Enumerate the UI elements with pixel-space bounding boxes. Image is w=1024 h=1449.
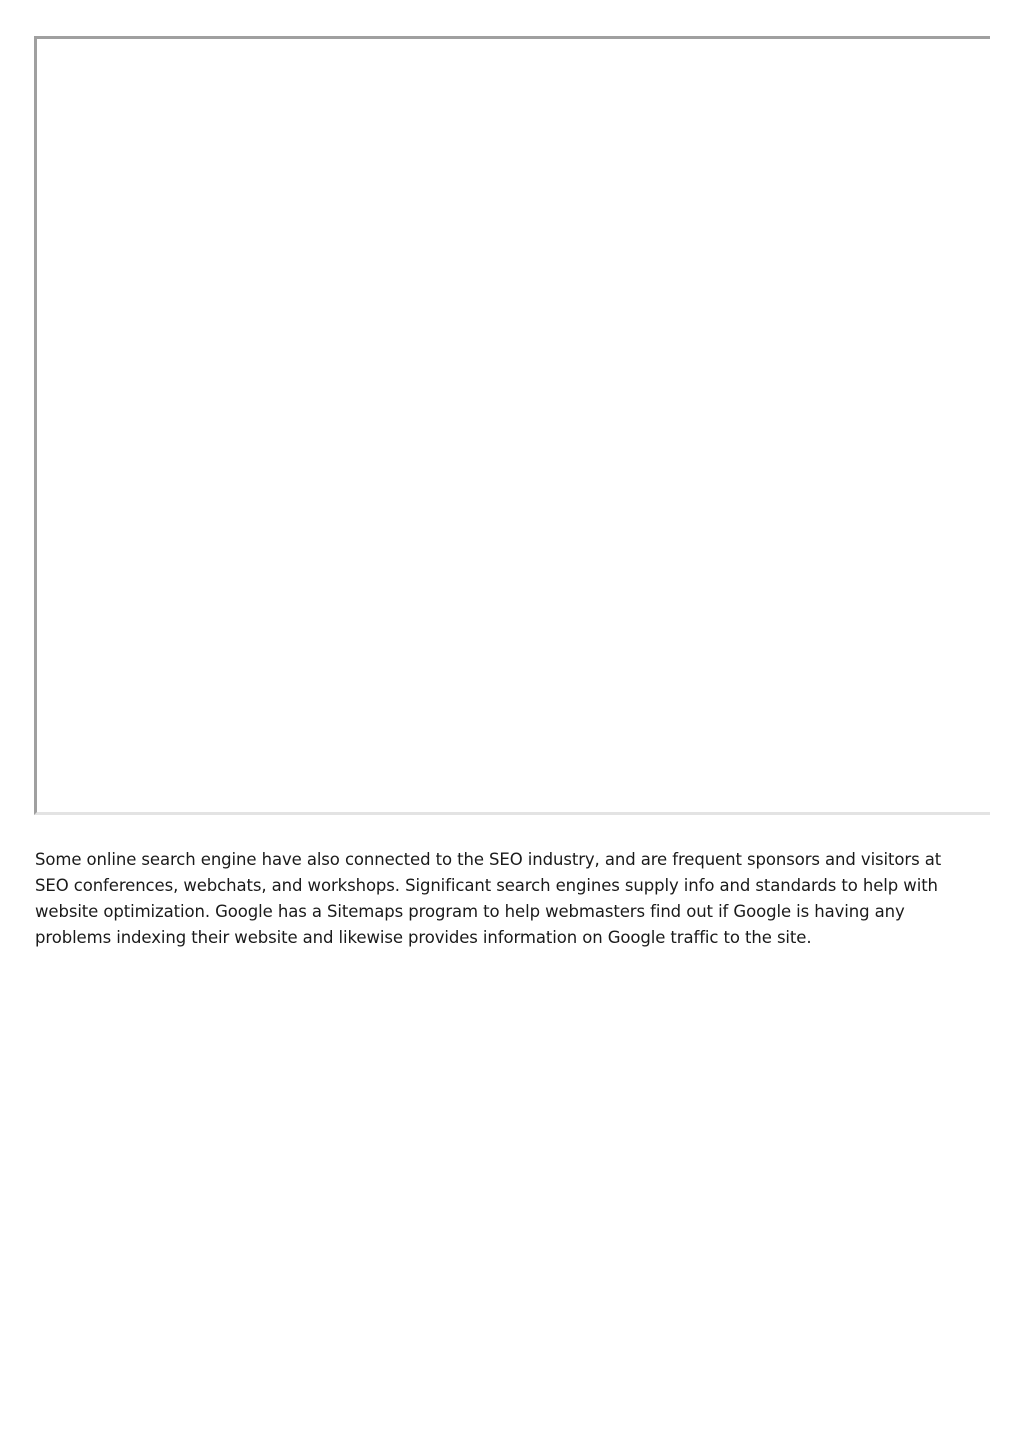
embedded-content-frame[interactable] xyxy=(34,36,990,815)
article-paragraph: Some online search engine have also connected to the SEO industry, and are frequent sponsors and visitors at SEO conferences, webchats, and workshops. Significant search engines supply info and standards to help with website optimization. Google has a Sitemaps program to help webmasters find out if Google is having any problems indexing their website and likewise provides information on Google traffic to the site. xyxy=(35,850,942,947)
